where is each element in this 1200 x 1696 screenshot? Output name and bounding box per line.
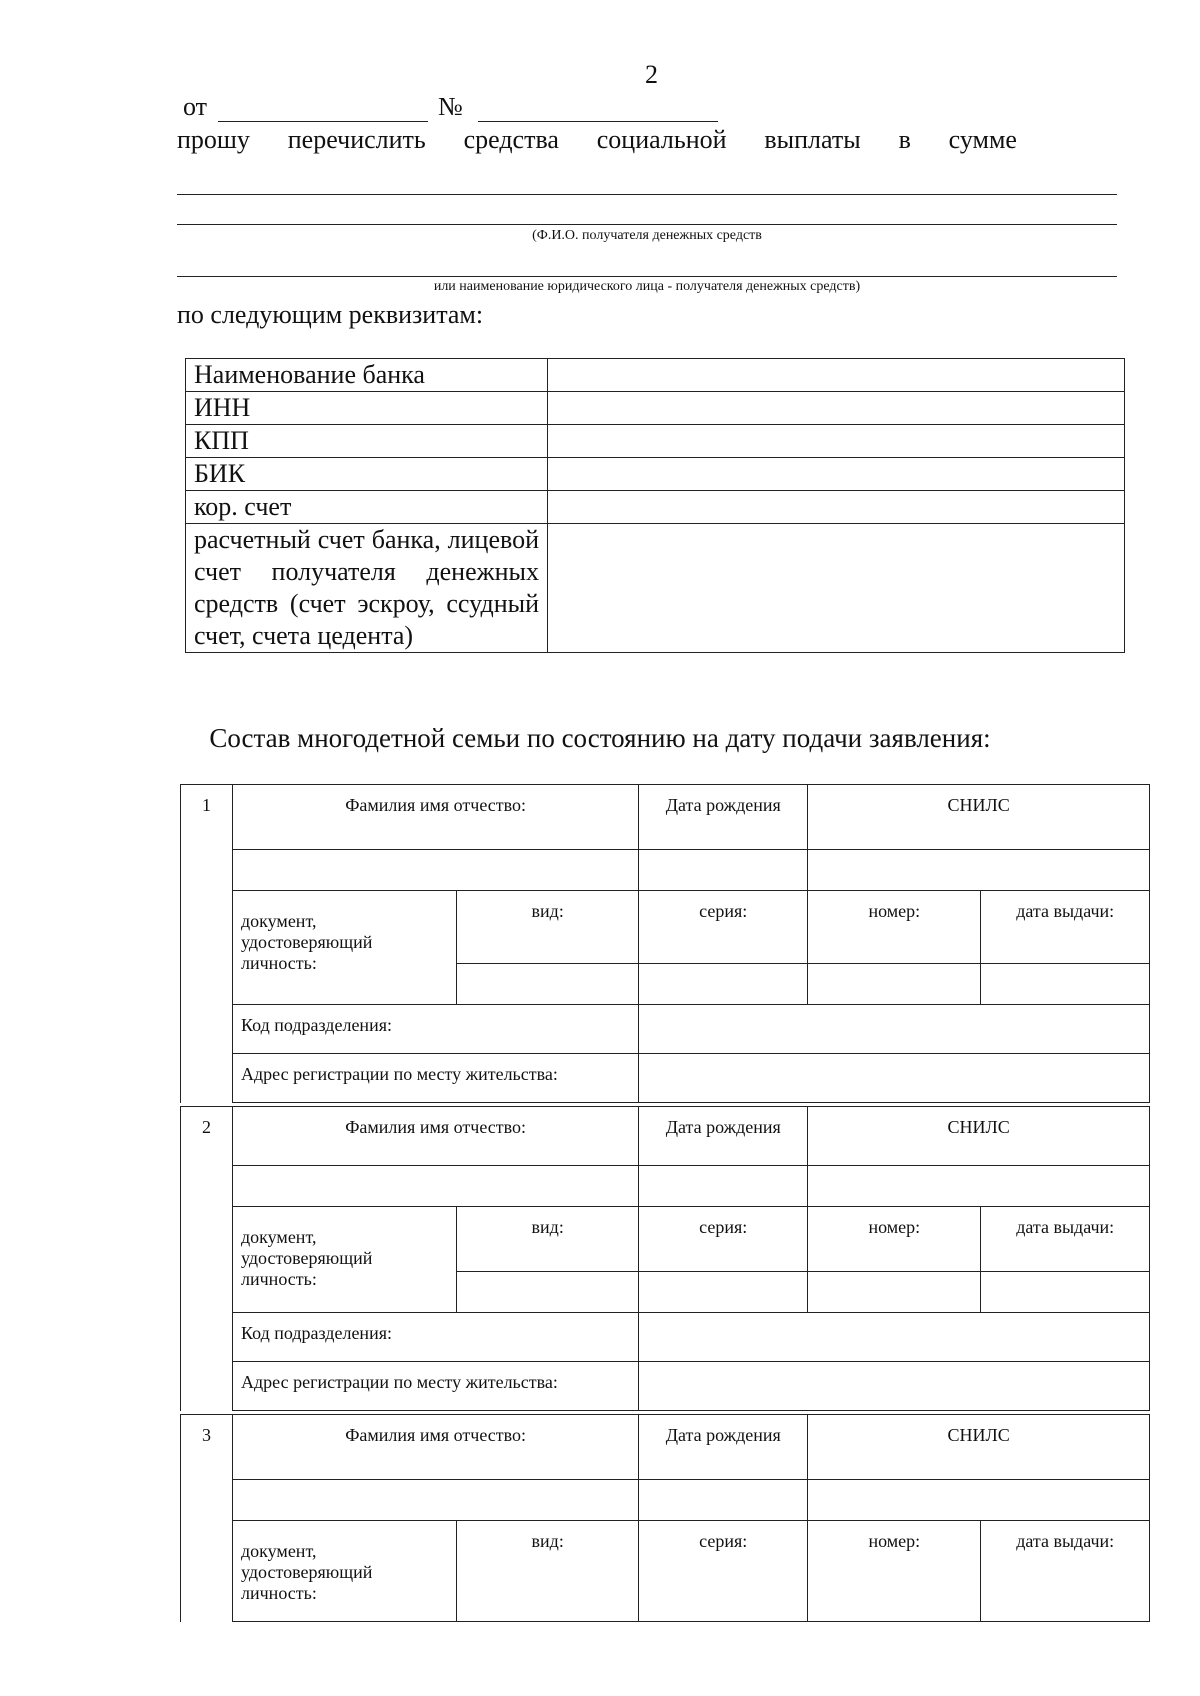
recipient-legal-field[interactable] — [177, 276, 1117, 277]
number-field[interactable] — [808, 964, 981, 1005]
issue-date-header: дата выдачи: — [981, 1521, 1150, 1622]
member-number: 2 — [181, 1107, 233, 1411]
table-row — [186, 359, 1125, 392]
requisites-table — [185, 358, 1125, 653]
snils-field[interactable] — [808, 1480, 1150, 1521]
request-word: средства — [463, 125, 559, 154]
requisite-value[interactable] — [548, 425, 1125, 458]
requisite-label: БИК — [186, 458, 548, 491]
caption-legal: или наименование юридического лица - получателя денежных средств) — [433, 279, 861, 294]
number-field[interactable] — [808, 1272, 981, 1313]
fio-header: Фамилия имя отчество: — [233, 1415, 639, 1480]
request-word: перечислить — [287, 125, 426, 154]
member-number: 1 — [181, 785, 233, 1103]
fio-field[interactable] — [233, 850, 639, 891]
page-number: 2 — [645, 60, 658, 89]
series-field[interactable] — [639, 964, 808, 1005]
doc-type-header: вид: — [457, 1521, 639, 1622]
request-word: прошу — [177, 125, 250, 154]
table-row — [181, 1415, 1150, 1480]
id-doc-label: документ, удостоверяющий личность: — [233, 1521, 457, 1622]
fio-header: Фамилия имя отчество: — [233, 785, 639, 850]
table-row — [181, 1480, 1150, 1521]
from-date-field[interactable] — [218, 121, 428, 122]
number-field[interactable] — [478, 121, 718, 122]
request-word: социальной — [596, 125, 727, 154]
dept-code-label: Код подразделения: — [233, 1005, 639, 1054]
table-row — [181, 1313, 1150, 1362]
requisite-value[interactable] — [548, 491, 1125, 524]
number-label: № — [438, 92, 463, 121]
table-row — [181, 785, 1150, 850]
member-number: 3 — [181, 1415, 233, 1622]
table-row — [181, 1107, 1150, 1166]
amount-field[interactable] — [177, 194, 1117, 195]
requisite-label: кор. счет — [186, 491, 548, 524]
table-row — [186, 491, 1125, 524]
fio-header: Фамилия имя отчество: — [233, 1107, 639, 1166]
birth-date-header: Дата рождения — [639, 1415, 808, 1480]
table-row — [181, 1166, 1150, 1207]
series-header: серия: — [639, 1207, 808, 1272]
doc-type-field[interactable] — [457, 964, 639, 1005]
dept-code-field[interactable] — [639, 1005, 1150, 1054]
doc-type-field[interactable] — [457, 1272, 639, 1313]
fio-field[interactable] — [233, 1166, 639, 1207]
request-word: выплаты — [764, 125, 861, 154]
requisite-value[interactable] — [548, 392, 1125, 425]
request-line — [177, 125, 1017, 155]
address-field[interactable] — [639, 1362, 1150, 1411]
series-field[interactable] — [639, 1272, 808, 1313]
requisites-label: по следующим реквизитам: — [177, 300, 484, 329]
birth-date-field[interactable] — [639, 1166, 808, 1207]
table-row — [181, 1362, 1150, 1411]
series-header: серия: — [639, 1521, 808, 1622]
family-member-table — [180, 784, 1150, 1103]
table-row — [186, 524, 1125, 653]
fio-field[interactable] — [233, 1480, 639, 1521]
table-row — [181, 1005, 1150, 1054]
request-word: сумме — [948, 125, 1017, 154]
address-label: Адрес регистрации по месту жительства: — [233, 1054, 639, 1103]
request-word: в — [898, 125, 911, 154]
family-member-table — [180, 1414, 1150, 1622]
table-row — [181, 891, 1150, 964]
table-row — [181, 1207, 1150, 1272]
family-member-table — [180, 1106, 1150, 1411]
doc-type-header: вид: — [457, 1207, 639, 1272]
address-label: Адрес регистрации по месту жительства: — [233, 1362, 639, 1411]
recipient-field[interactable] — [177, 224, 1117, 225]
dept-code-label: Код подразделения: — [233, 1313, 639, 1362]
requisite-value[interactable] — [548, 359, 1125, 392]
issue-date-field[interactable] — [981, 1272, 1150, 1313]
table-row — [186, 458, 1125, 491]
snils-header: СНИЛС — [808, 1107, 1150, 1166]
requisite-label: расчетный счет банка, лицевой счет получателя денежных средств (счет эскроу, ссудный счет, счета цедента) — [186, 524, 548, 653]
birth-date-header: Дата рождения — [639, 1107, 808, 1166]
requisite-label: КПП — [186, 425, 548, 458]
requisite-label: Наименование банка — [186, 359, 548, 392]
issue-date-header: дата выдачи: — [981, 1207, 1150, 1272]
table-row — [181, 1521, 1150, 1622]
requisite-value[interactable] — [548, 458, 1125, 491]
address-field[interactable] — [639, 1054, 1150, 1103]
dept-code-field[interactable] — [639, 1313, 1150, 1362]
table-row — [186, 392, 1125, 425]
snils-header: СНИЛС — [808, 785, 1150, 850]
snils-field[interactable] — [808, 1166, 1150, 1207]
issue-date-header: дата выдачи: — [981, 891, 1150, 964]
snils-header: СНИЛС — [808, 1415, 1150, 1480]
number-header: номер: — [808, 1521, 981, 1622]
requisite-value[interactable] — [548, 524, 1125, 653]
table-row — [186, 425, 1125, 458]
requisite-label: ИНН — [186, 392, 548, 425]
table-row — [181, 850, 1150, 891]
caption-fio: (Ф.И.О. получателя денежных средств — [532, 228, 762, 243]
id-doc-label: документ, удостоверяющий личность: — [233, 891, 457, 1005]
birth-date-field[interactable] — [639, 850, 808, 891]
series-header: серия: — [639, 891, 808, 964]
doc-type-header: вид: — [457, 891, 639, 964]
family-title: Состав многодетной семьи по состоянию на дату подачи заявления: — [209, 723, 991, 753]
birth-date-field[interactable] — [639, 1480, 808, 1521]
birth-date-header: Дата рождения — [639, 785, 808, 850]
number-header: номер: — [808, 891, 981, 964]
id-doc-label: документ, удостоверяющий личность: — [233, 1207, 457, 1313]
number-header: номер: — [808, 1207, 981, 1272]
snils-field[interactable] — [808, 850, 1150, 891]
issue-date-field[interactable] — [981, 964, 1150, 1005]
table-row — [181, 1054, 1150, 1103]
from-label: от — [183, 92, 208, 121]
